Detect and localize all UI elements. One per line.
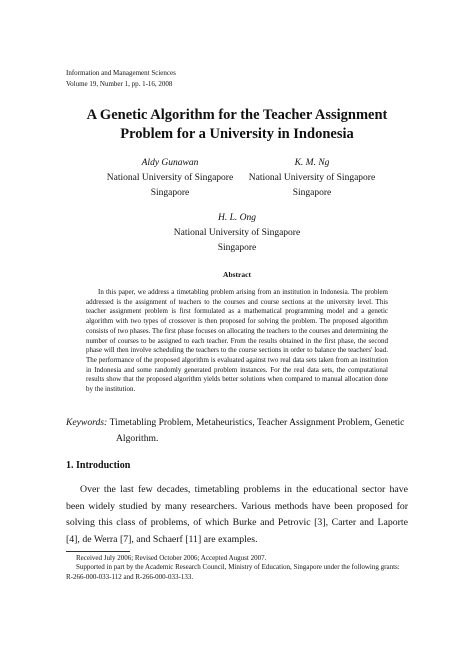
paper-title <box>0 106 474 144</box>
section-body: Over the last few decades, timetabling problems in the educational sector have been widely studied by many researchers. Various methods have been proposed for solving this class of problems, of which Burke and Petrovic [3], Carter and Laporte [4], de Werra [7], and Schaerf [11] are examples. <box>66 484 408 545</box>
author-affiliation: National University of Singapore <box>173 228 301 238</box>
footnotes <box>66 554 408 582</box>
footnote-received: Received July 2006; Revised October 2006; Accepted August 2007. <box>76 554 267 562</box>
author-block-3 <box>137 211 337 256</box>
journal-header <box>66 68 176 90</box>
author-location: Singapore <box>150 188 190 198</box>
journal-volume: Volume 19, Number 1, pp. 1-16, 2008 <box>66 80 173 88</box>
journal-name: Information and Management Sciences <box>66 69 176 77</box>
title-line-1: A Genetic Algorithm for the Teacher Assignment <box>86 107 388 123</box>
keywords <box>66 415 446 446</box>
author-name: K. M. Ng <box>294 158 330 168</box>
author-name: H. L. Ong <box>217 213 256 223</box>
footnote-support: Supported in part by the Academic Research Council, Ministry of Education, Singapore under the following grants: R-266-000-033-112 and R-266-000-033-133. <box>66 563 400 581</box>
author-affiliation: National University of Singapore <box>248 173 376 183</box>
keywords-label: Keywords: <box>66 417 110 428</box>
author-location: Singapore <box>292 188 332 198</box>
section-heading: 1. Introduction <box>66 460 131 471</box>
title-line-2: Problem for a University in Indonesia <box>120 126 354 142</box>
abstract-text: In this paper, we address a timetabling problem arising from an institution in Indonesia. The problem addressed is the assignment of teachers to the courses and course sections at the university level. This teacher assignment problem is first formulated as a mathematical programming model and a genetic algorithm with two types of crossover is then proposed for solving the problem. The proposed algorithm consists of two phases. The first phase focuses on allocating the teachers to the courses and determining the number of courses to be assigned to each teacher. From the results obtained in the first phase, the second phase will then involve scheduling the teachers to the course sections in order to balance the teachers' load. The performance of the proposed algorithm is evaluated against two real data sets taken from an institution in Indonesia and some randomly generated problem instances. For the real data sets, the computational results show that the proposed algorithm yields better solutions when compared to manual allocation done by the institution. <box>86 288 388 394</box>
author-name: Aldy Gunawan <box>141 158 199 168</box>
author-block-2 <box>212 156 412 201</box>
author-location: Singapore <box>217 243 257 253</box>
footnote-rule <box>66 551 130 552</box>
keywords-text: Timetabling Problem, Metaheuristics, Teacher Assignment Problem, Genetic Algorithm. <box>109 417 405 444</box>
abstract-heading: Abstract <box>223 270 251 279</box>
author-affiliation: National University of Singapore <box>106 173 234 183</box>
